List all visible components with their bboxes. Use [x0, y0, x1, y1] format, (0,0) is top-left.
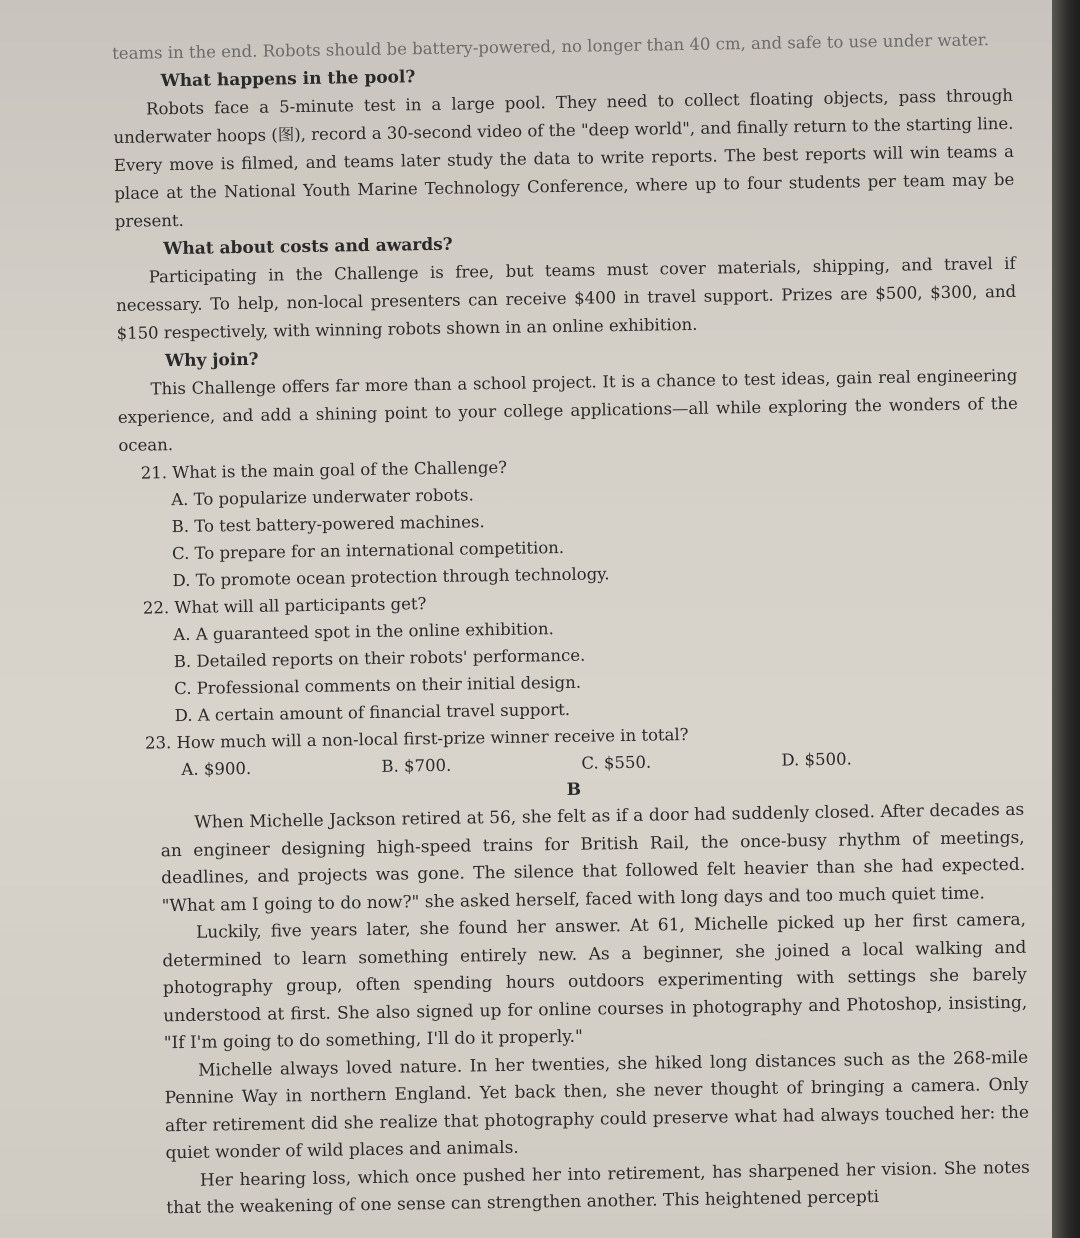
option-b: B. Detailed reports on their robots' performance.	[173, 645, 586, 672]
option-d: D. To promote ocean protection through technology.	[172, 564, 610, 591]
option-a: A. To popularize underwater robots.	[171, 485, 474, 510]
page-binding-edge	[1052, 0, 1080, 1238]
passage-b-paragraph-3: Michelle always loved nature. In her twenties, she hiked long distances such as the 268-mile Pennine Way in northern England. Yet back then, she never thought of bringing a camera. Only after retirement did she realize that photography could preserve what had always touched her: the quiet wonder of wild places and animals.	[164, 1047, 1030, 1164]
question-stem: 21. What is the main goal of the Challenge?	[140, 457, 508, 483]
question-22	[121, 581, 1023, 730]
costs-heading: What about costs and awards?	[163, 234, 453, 260]
passage-b-paragraph-4: Her hearing loss, which once pushed her into retirement, has sharpened her vision. She notes that the weakening of one sense can strengthen another. This heightened percepti	[166, 1157, 1030, 1219]
question-stem: 22. What will all participants get?	[142, 594, 427, 618]
option-b: B. To test battery-powered machines.	[171, 512, 485, 537]
option-b: B. $700.	[381, 755, 452, 776]
passage-b-paragraph-1: When Michelle Jackson retired at 56, she felt as if a door had suddenly closed. After decades as an engineer designing high-speed trains for British Rail, the once-busy rhythm of meetings, deadlines, and projects was gone. The silence that followed felt heavier than she had expected. "What am I going to do now?" she asked herself, faced with long days and too much quiet time.	[160, 799, 1026, 916]
option-d: D. A certain amount of financial travel support.	[174, 699, 571, 726]
question-21	[119, 446, 1021, 595]
passage-b	[124, 797, 1030, 1224]
passage-a-intro: teams in the end. Robots should be battery-powered, no longer than 40 cm, and safe to use under water.	[112, 30, 990, 63]
section-b-label: B	[566, 779, 582, 800]
costs-paragraph: Participating in the Challenge is free, but teams must cover materials, shipping, and travel if necessary. To help, non-local presenters can receive $400 in travel support. Prizes are $500, $300, and $150 respectively, with winning robots shown in an online exhibition.	[116, 253, 1017, 343]
pool-heading: What happens in the pool?	[160, 67, 416, 92]
option-c: C. $550.	[581, 752, 652, 773]
pool-paragraph: Robots face a 5-minute test in a large pool. They need to collect floating objects, pass through underwater hoops (图), record a 30-second video of the "deep world", and finally return to the starting line. Every move is filmed, and teams later study the data to write reports. The best reports will win teams a place at the National Youth Marine Technology Conference, where up to four students per team may be present.	[113, 85, 1015, 231]
join-heading: Why join?	[164, 349, 259, 372]
question-stem: 23. How much will a non-local first-prize winner receive in total?	[144, 725, 689, 753]
option-c: C. Professional comments on their initial design.	[174, 672, 582, 699]
passage-b-paragraph-2: Luckily, five years later, she found her answer. At 61, Michelle picked up her first camera, determined to learn something entirely new. As a beginner, she joined a local walking and photography group, often spending hours outdoors experimenting with settings she barely understood at first. She also signed up for online courses in photography and Photoshop, insisting, "If I'm going to do something, I'll do it properly."	[162, 909, 1028, 1054]
join-paragraph: This Challenge offers far more than a school project. It is a chance to test ideas, gain real engineering experience, and add a shining point to your college applications—all while exploring the wonders of the ocean.	[117, 365, 1018, 455]
option-c: C. To prepare for an international competition.	[171, 537, 565, 564]
option-a: A. $900.	[181, 758, 252, 779]
page-content	[112, 26, 1030, 1223]
option-a: A. A guaranteed spot in the online exhibition.	[173, 619, 554, 645]
option-d: D. $500.	[781, 749, 852, 770]
